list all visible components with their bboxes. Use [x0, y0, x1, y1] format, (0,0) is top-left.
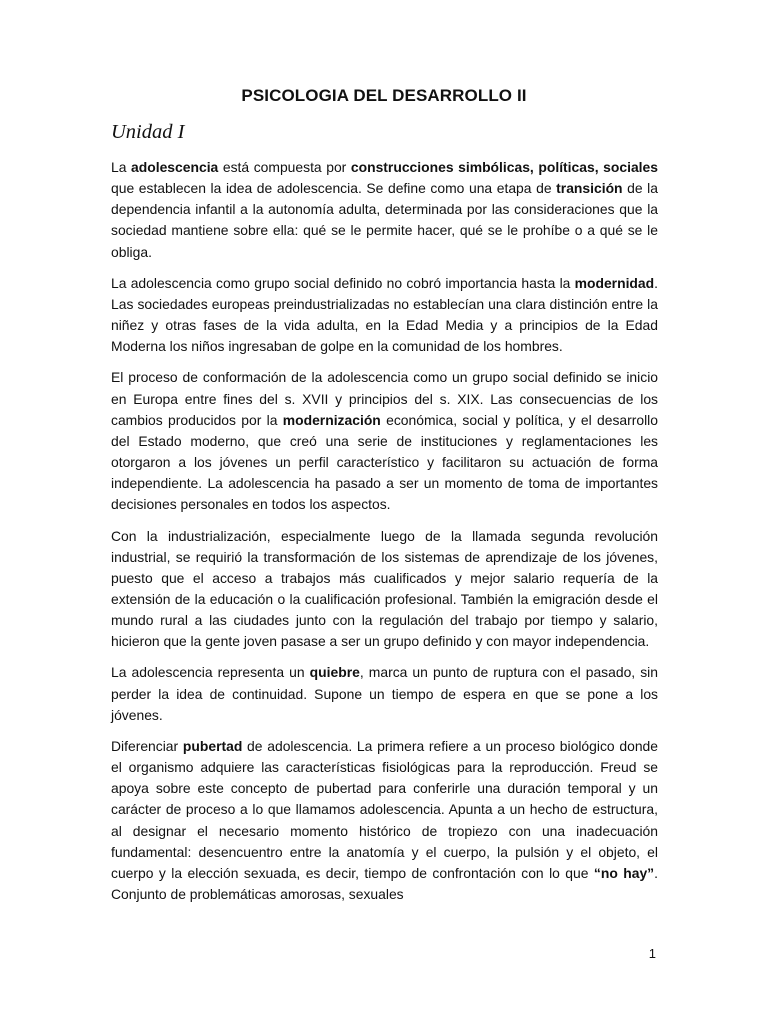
text-run: de adolescencia. La primera refiere a un proceso biológico donde el organismo adquiere las características fisiológicas para la reproducción. Freud se apoya sobre este concepto de pubertad para conferirle una duración temporal y un carácter de proceso a lo que llamamos adolescencia. Apunta a un hecho de estructura, al designar el necesario momento histórico de tropiezo con una inadecuación fundamental: desencuentro entre la anatomía y el cuerpo, la pulsión y el objeto, el cuerpo y la elección sexuada, es decir, tiempo de confrontación con lo que	[111, 737, 658, 881]
bold-term: construcciones simbólicas, políticas, sociales	[350, 159, 658, 175]
paragraph	[111, 367, 658, 515]
text-run: . Conjunto de problemáticas amorosas, sexuales	[111, 864, 658, 902]
text-run: La adolescencia representa un	[111, 664, 310, 681]
bold-term: adolescencia	[131, 159, 219, 175]
text-run: económica, social y política, y el desarrollo del Estado moderno, que creó una serie de instituciones y reglamentaciones les otorgaron a los jóvenes un perfil característico y facilitaron su actuación de forma independiente. La adolescencia ha pasado a ser un momento de toma de importantes decisiones personales en todos los aspectos.	[111, 411, 658, 513]
text-run: La adolescencia como grupo social definido no cobró importancia hasta la	[111, 274, 575, 291]
bold-term: transición	[556, 180, 623, 197]
page-number: 1	[648, 946, 656, 961]
text-run: , marca un punto de ruptura con el pasado, sin perder la idea de continuidad. Supone un tiempo de espera en que se pone a los jóvenes.	[111, 664, 658, 723]
unit-heading: Unidad I	[111, 121, 185, 143]
paragraph	[111, 736, 658, 905]
text-run: Diferenciar	[111, 737, 183, 754]
text-run: que establecen la idea de adolescencia. Se define como una etapa de	[111, 180, 557, 197]
paragraph	[111, 157, 658, 263]
bold-term: “no hay”	[593, 864, 655, 881]
text-run: La	[111, 159, 132, 175]
bold-term: quiebre	[309, 664, 360, 681]
text-run: El proceso de conformación de la adolescencia como un grupo social definido se inicio en Europa entre fines del s. XVII y principios del s. XIX. Las consecuencias de los cambios producidos por la	[111, 369, 658, 428]
bold-term: modernización	[282, 411, 381, 428]
text-run: está compuesta por	[218, 159, 351, 175]
text-run: Con la industrialización, especialmente luego de la llamada segunda revolución industrial, se requirió la transformación de los sistemas de aprendizaje de los jóvenes, puesto que el acceso a trabajos más cualificados y mejor salario requería de la extensión de la educación o la cualificación profesional. También la emigración desde el mundo rural a las ciudades junto con la regulación del trabajo por tiempo y salario, hicieron que la gente joven pasase a ser un grupo definido y con mayor independencia.	[111, 527, 658, 650]
text-run: . Las sociedades europeas preindustrializadas no establecían una clara distinción entre la niñez y otras fases de la vida adulta, en la Edad Media y a principios de la Edad Moderna los niños ingresaban de golpe en la comunidad de los hombres.	[111, 274, 658, 355]
document-title: PSICOLOGIA DEL DESARROLLO II	[241, 86, 527, 105]
bold-term: pubertad	[182, 737, 243, 754]
paragraph	[111, 662, 658, 725]
paragraph	[111, 273, 658, 358]
paragraph	[111, 526, 658, 653]
text-run: de la dependencia infantil a la autonomía adulta, determinada por las consideraciones que la sociedad mantiene sobre ella: qué se le permite hacer, qué se le prohíbe o a qué se le obliga.	[111, 180, 658, 260]
body-text	[111, 157, 658, 915]
bold-term: modernidad	[574, 274, 655, 291]
